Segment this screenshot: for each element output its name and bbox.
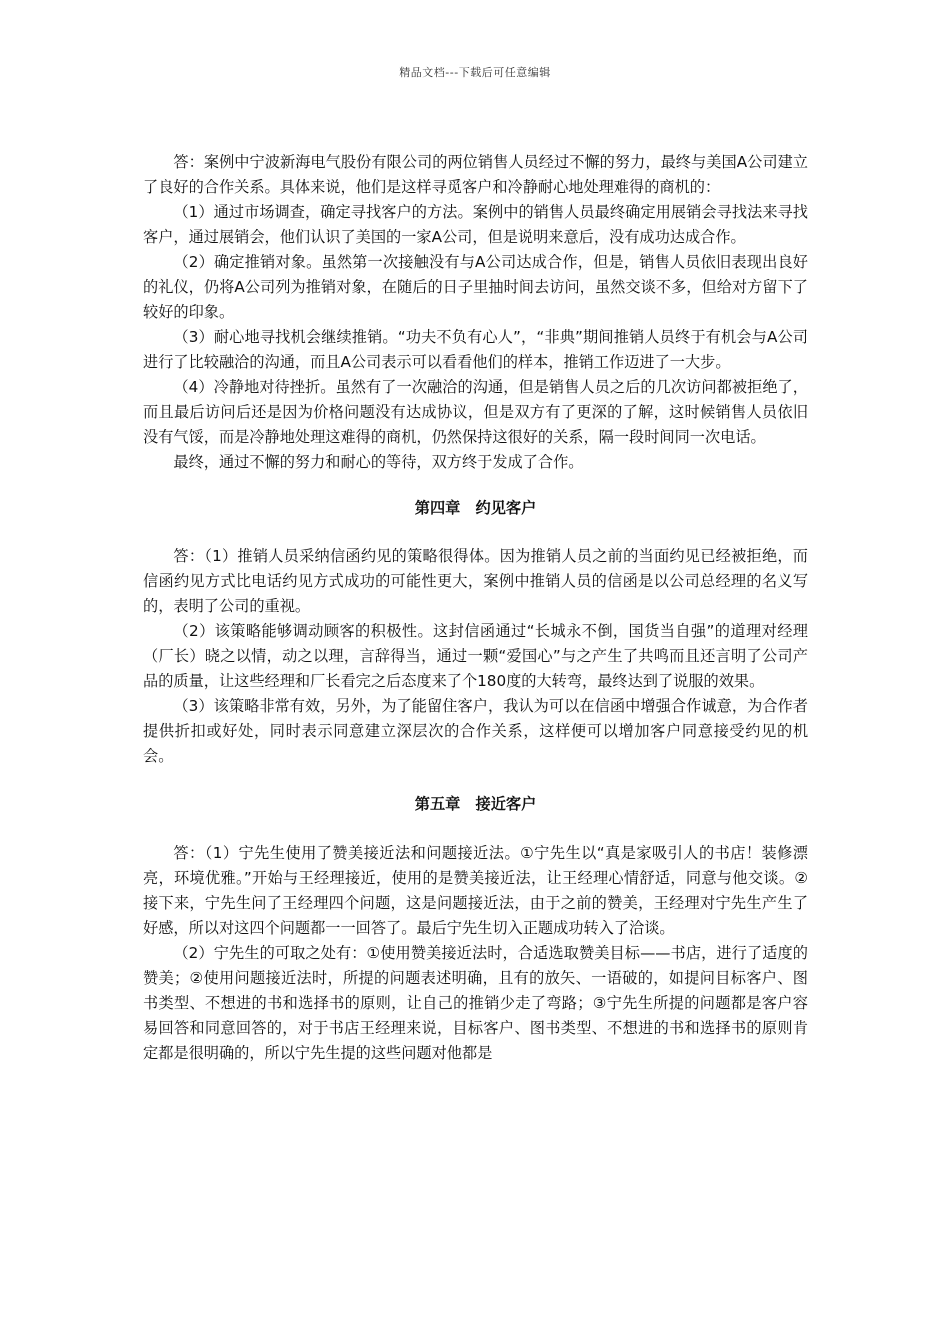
paragraph: （2）该策略能够调动顾客的积极性。这封信函通过“长城永不倒，国货当自强”的道理对经理（厂长）晓之以情，动之以理，言辞得当，通过一颗“爱国心”与之产生了共鸣而且还言明了公司产品的质量，让这些经理和厂长看完之后态度来了个180度的大转弯，最终达到了说服的效果。	[143, 622, 808, 690]
document-body	[143, 150, 808, 1066]
paragraph: （3）耐心地寻找机会继续推销。“功夫不负有心人”，“非典”期间推销人员终于有机会与A公司进行了比较融洽的沟通，而且A公司表示可以看看他们的样本，推销工作迈进了一大步。	[143, 328, 808, 371]
paragraph: （1）通过市场调查，确定寻找客户的方法。案例中的销售人员最终确定用展销会寻找法来寻找客户，通过展销会，他们认识了美国的一家A公司，但是说明来意后，没有成功达成合作。	[143, 203, 808, 246]
paragraph: 答：（1）宁先生使用了赞美接近法和问题接近法。①宁先生以“真是家吸引人的书店！装修漂亮，环境优雅。”开始与王经理接近，使用的是赞美接近法，让王经理心情舒适，同意与他交谈。②接下来，宁先生问了王经理四个问题，这是问题接近法，由于之前的赞美，王经理对宁先生产生了好感，所以对这四个问题都一一回答了。最后宁先生切入正题成功转入了洽谈。	[143, 844, 808, 937]
paragraph: （4）冷静地对待挫折。虽然有了一次融洽的沟通，但是销售人员之后的几次访问都被拒绝了，而且最后访问后还是因为价格问题没有达成协议，但是双方有了更深的了解，这时候销售人员依旧没有气馁，而是冷静地处理这难得的商机，仍然保持这很好的关系，隔一段时间同一次电话。	[143, 378, 808, 446]
paragraph: （2）确定推销对象。虽然第一次接触没有与A公司达成合作，但是，销售人员依旧表现出良好的礼仪，仍将A公司列为推销对象，在随后的日子里抽时间去访问，虽然交谈不多，但给对方留下了较好的印象。	[143, 253, 808, 321]
page-header: 精品文档---下载后可任意编辑	[399, 66, 551, 79]
paragraph: （2）宁先生的可取之处有：①使用赞美接近法时，合适选取赞美目标——书店，进行了适度的赞美；②使用问题接近法时，所提的问题表述明确，且有的放矢、一语破的，如提问目标客户、图书类型、不想进的书和选择书的原则，让自己的推销少走了弯路；③宁先生所提的问题都是客户容易回答和同意回答的，对于书店王经理来说，目标客户、图书类型、不想进的书和选择书的原则肯定都是很明确的，所以宁先生提的这些问题对他都是	[143, 944, 808, 1062]
chapter-title: 第五章 接近客户	[414, 795, 537, 813]
paragraph: 答：（1）推销人员采纳信函约见的策略很得体。因为推销人员之前的当面约见已经被拒绝，而信函约见方式比电话约见方式成功的可能性更大，案例中推销人员的信函是以公司总经理的名义写的，表明了公司的重视。	[143, 547, 808, 615]
paragraph: （3）该策略非常有效，另外，为了能留住客户，我认为可以在信函中增强合作诚意，为合作者提供折扣或好处，同时表示同意建立深层次的合作关系，这样便可以增加客户同意接受约见的机会。	[143, 697, 808, 765]
paragraph: 最终，通过不懈的努力和耐心的等待，双方终于发成了合作。	[173, 453, 584, 471]
paragraph: 答：案例中宁波新海电气股份有限公司的两位销售人员经过不懈的努力，最终与美国A公司建立了良好的合作关系。具体来说，他们是这样寻觅客户和冷静耐心地处理难得的商机的：	[143, 153, 808, 196]
chapter-title: 第四章 约见客户	[414, 499, 537, 517]
